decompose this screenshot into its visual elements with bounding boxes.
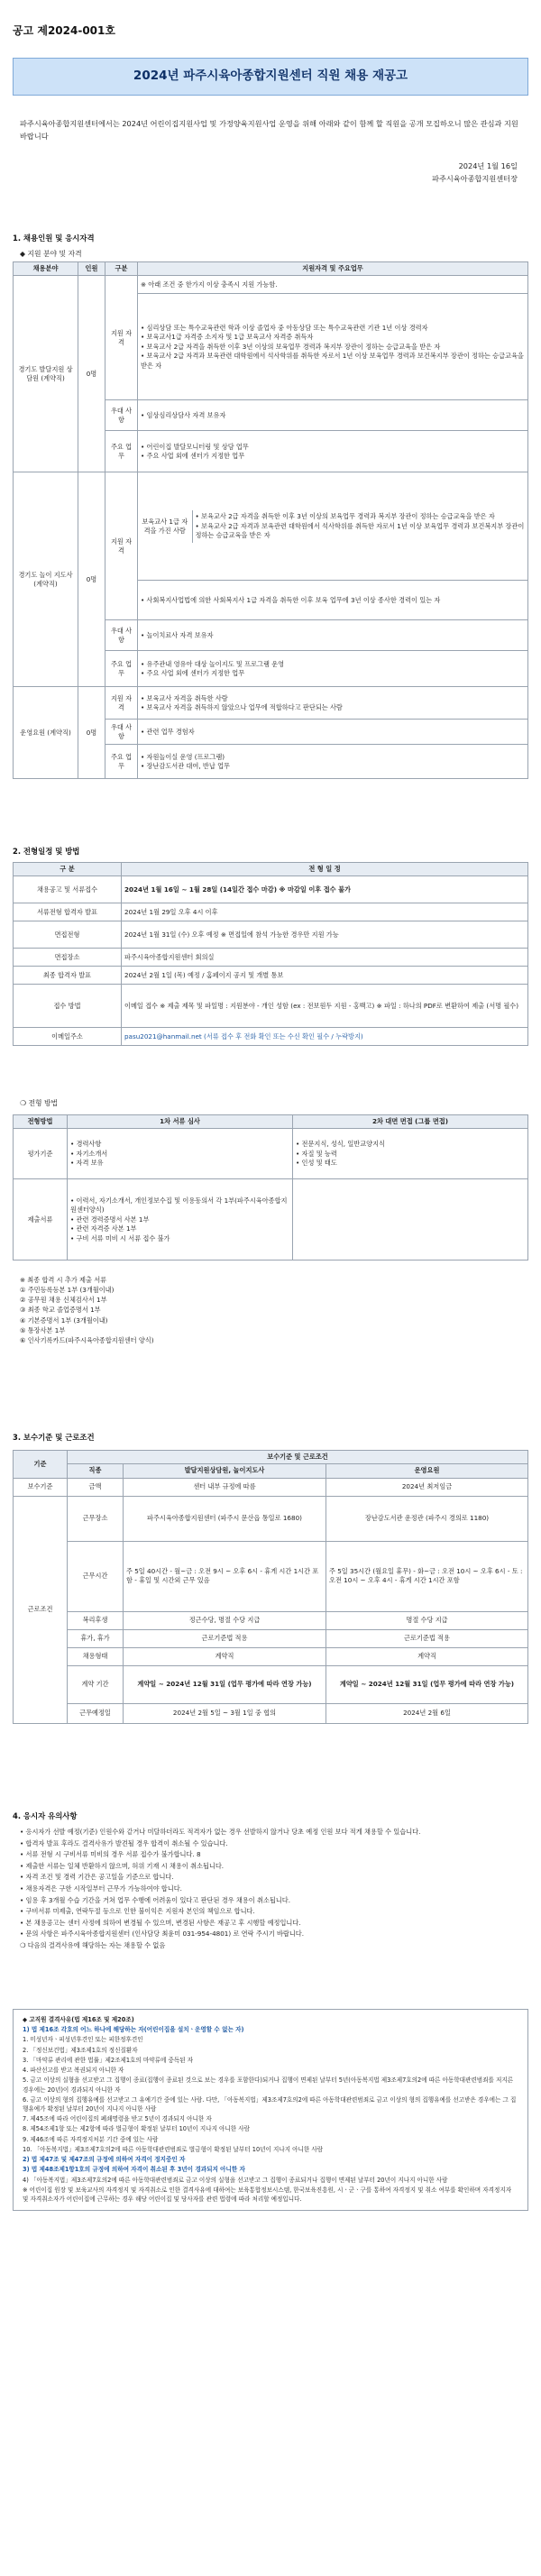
issuer: 파주시육아종합지원센터장 [432, 173, 518, 183]
sched-label-6: 접수 방법 [14, 985, 122, 1028]
final-doc-3: ③ 최종 학교 졸업증명서 1부 [20, 1306, 101, 1315]
pref-a: • 임상심리상담사 자격 보유자 [138, 400, 528, 431]
final-doc-1: ① 주민등록등본 1부 (3개월이내) [20, 1286, 115, 1295]
hours-a: 주 5일 40시간 - 월~금 : 오전 9시 ~ 오후 6시 - 휴게 시간 1시간 포함 - 휴일 및 시간외 근무 있음 [124, 1541, 326, 1611]
th-basis: 기준 [14, 1451, 68, 1479]
section-4-title: 4. 응시자 유의사항 [13, 1811, 78, 1820]
qual-b-2: • 보육교사 2급 자격과 보육관련 대학원에서 석사학위를 취득한 자로서 1년 이상 보육업무 경력과 보건복지부 장관이 정하는 승급교육을 받은 자 [195, 521, 525, 540]
notice-number: 공고 제2024-001호 [13, 24, 115, 37]
legal-6: 5. 금고 이상의 실형을 선고받고 그 집행이 종료(집행이 종료된 것으로 보는 경우를 포함한다)되거나 집행이 면제된 날부터 5년(아동복지법 제3조제7호의2에 따른 아동학대관련범죄를 저지른 경우에는 20년)이 경과되지 아니한 자 [23, 2076, 514, 2094]
criteria-r2-3: • 인성 및 태도 [296, 1159, 337, 1168]
pay-basis-label: 보수기준 [14, 1478, 68, 1496]
work-b [138, 651, 528, 687]
note-11: ❍ 다음의 결격사유에 해당하는 자는 채용할 수 없음 [20, 1940, 166, 1949]
th-job: 직종 [68, 1464, 124, 1478]
legal-8: 7. 제45조에 따라 어린이집의 폐쇄명령을 받고 5년이 경과되지 아니한 자 [23, 2115, 212, 2123]
schedule-table [13, 862, 528, 1046]
criteria-round2 [293, 1129, 528, 1179]
th-type: 구분 [105, 262, 138, 276]
employment-type-b: 계약직 [326, 1647, 528, 1665]
page-title: 2024년 파주시육아종합지원센터 직원 채용 재공고 [133, 69, 408, 84]
th-round2: 2차 대면 면접 (그룹 면접) [293, 1115, 528, 1129]
criteria-round1 [68, 1129, 293, 1179]
criteria-r1-1: • 경력사항 [70, 1140, 102, 1149]
email-address[interactable]: pasu2021@hanmail.net (서류 접수 후 전화 확인 또는 수신 확인 필수 / 누락방지) [122, 1028, 528, 1046]
welfare-label: 복리후생 [68, 1611, 124, 1629]
docs-r1-3: • 관련 자격증 사본 1부 [70, 1224, 137, 1233]
th-field: 채용분야 [14, 262, 78, 276]
leave-b: 근로기준법 적용 [326, 1629, 528, 1647]
legal-3: 2. 「정신보건법」제3조제1호의 정신질환자 [23, 2046, 138, 2054]
legal-11: 10. 「아동복지법」제3조제7호의2에 따른 아동학대관련범죄로 벌금형이 확정된 날부터 10년이 지나지 아니한 사람 [23, 2145, 324, 2153]
criteria-r1-3: • 자격 보유 [70, 1159, 104, 1168]
pref-c: • 관련 업무 경험자 [138, 720, 528, 745]
sched-value-1: 2024년 1월 16일 ~ 1월 28일 (14일간 접수 마감) ※ 마감일 이후 접수 불가 [122, 876, 528, 903]
contract-label: 계약 기간 [68, 1665, 124, 1703]
qual-c-2: • 보육교사 자격을 취득하지 않았으나 업무에 적합하다고 판단되는 사람 [141, 702, 343, 711]
work-a-2: • 주요 사업 외에 센터가 지정한 업무 [141, 451, 245, 460]
sched-label-7: 이메일주소 [14, 1028, 122, 1046]
disqualification-box [13, 2009, 528, 2211]
welfare-a: 정근수당, 명절 수당 지급 [124, 1611, 326, 1629]
legal-15: ※ 어린이집 원장 및 보육교사의 자격정지 및 자격취소로 인한 결격사유에 대하여는 보육통합정보시스템, 한국보육진흥원, 시ㆍ군ㆍ구를 통하여 자격정지 및 취소 여부를 확인하며 자격정지자 및 자격취소자가 어린이집에 근무하는 경우 해당 어린이집 및 당사자를 관련 법령에 따라 처리할 예정입니다. [23, 2186, 512, 2203]
label-a-pref: 우대 사항 [105, 400, 138, 431]
legal-13: 3) 법 제48조제1항1호의 규정에 의하여 자격이 취소된 후 3년이 경과되지 아니한 자 [23, 2166, 245, 2174]
criteria-label: 평가기준 [14, 1129, 68, 1179]
sched-value-3: 2024년 1월 31일 (수) 오후 예정 ※ 면접일에 참석 가능한 경우만 지원 가능 [122, 921, 528, 949]
label-b-pref: 우대 사항 [105, 620, 138, 651]
legal-title: ◆ 고직원 결격사유(법 제16조 및 제20조) [23, 2016, 134, 2023]
work-b-1: • 유주관내 영유아 대상 놀이지도 및 프로그램 운영 [141, 659, 285, 668]
docs-r1-2: • 관련 경력증명서 사본 1부 [70, 1215, 150, 1224]
screening-method-title: ❍ 전형 방법 [20, 1099, 59, 1107]
hours-b: 주 5일 35시간 (월요일 휴무) - 화~금 : 오전 10시 ~ 오후 6시 - 토 : 오전 10시 ~ 오후 4시 - 휴게 시간 1시간 포함 [326, 1541, 528, 1611]
criteria-r2-1: • 전문지식, 성식, 일반교양지식 [296, 1140, 385, 1149]
work-c-2: • 장난감도서관 대여, 반납 업무 [141, 761, 230, 770]
note-10: • 문의 사항은 파주시육아종합지원센터 (인사담당 최윤미 031-954-4801) 로 연락 주시기 바랍니다. [20, 1930, 305, 1939]
sched-label-2: 서류전형 합격자 발표 [14, 903, 122, 921]
contract-b: 계약일 ~ 2024년 12월 31일 (업무 평가에 따라 연장 가능) [326, 1665, 528, 1703]
sched-value-2: 2024년 1월 29일 오후 4시 이후 [122, 903, 528, 921]
qual-b [138, 472, 528, 581]
final-doc-5: ⑤ 통장사본 1부 [20, 1325, 66, 1334]
docs-round1 [68, 1179, 293, 1260]
note-1: • 응시자가 선발 예정(기준) 인원수와 같거나 미달하더라도 적격자가 없는 경우 선발하지 않거나 당초 예정 인원 보다 적게 채용할 수 있습니다. [20, 1828, 421, 1836]
qual-b-3: • 사회복지사업법에 의한 사회복지사 1급 자격을 취득한 이후 보육 업무에 3년 이상 종사한 경력이 있는 자 [138, 581, 528, 620]
qual-a-2: • 보육교사1급 자격증 소지자 및 1급 보육교사 자격증 취득자 [141, 333, 314, 342]
qual-b-list [192, 510, 527, 542]
notice-date-block [432, 160, 518, 186]
label-b-qual: 지원 자격 [105, 472, 138, 620]
screening-table [13, 1114, 528, 1260]
qual-c [138, 687, 528, 720]
recruitment-table [13, 261, 528, 779]
notice-date: 2024년 1월 16일 [458, 161, 518, 170]
qual-b-1: • 보육교사 2급 자격을 취득한 이후 3년 이상의 보육업무 경력과 복지부 장관이 정하는 승급교육을 받은 자 [195, 512, 495, 521]
legal-7: 6. 금고 이상의 형의 집행유예를 선고받고 그 유예기간 중에 있는 사람. 다만, 「아동복지법」제3조제7호의2에 따른 아동학대관련범죄로 금고 이상의 형의 집행유예를 선고받은 경우에는 그 집행유예가 확정된 날부터 20년이 지나지 아니한 사람 [23, 2095, 517, 2113]
note-2: • 합격자 발표 후라도 결격사유가 발견될 경우 합격이 취소될 수 있습니다. [20, 1838, 228, 1847]
field-c: 운영요원 (계약직) [14, 687, 78, 779]
criteria-r1-2: • 자기소개서 [70, 1149, 108, 1158]
notice-title-banner [13, 58, 528, 96]
count-b: 0명 [78, 472, 105, 687]
th-method: 전형방법 [14, 1115, 68, 1129]
work-c-1: • 자원놀이실 운영 (프로그램) [141, 752, 225, 761]
qual-a-4: • 보육교사 2급 자격과 보육관련 대학원에서 석사학위를 취득한 자로서 1년 이상 보육업무 경력과 보건복지부 장관이 정하는 승급교육을 받은 자 [141, 352, 524, 370]
qual-a-3: • 보육교사 2급 자격을 취득한 이후 3년 이상의 보육업무 경력과 복지부 장관이 정하는 승급교육을 받은 자 [141, 342, 441, 351]
sched-label-4: 면접장소 [14, 949, 122, 967]
th-count: 인원 [78, 262, 105, 276]
sched-value-6: 이메일 접수 ※ 제출 제목 및 파일명 : 지원분야 - 개인 성함 (ex : 전보원두 지원 - 홍백고) ※ 파일 : 하나의 PDF로 변환하여 제출 (서명 필수) [122, 985, 528, 1028]
legal-5: 4. 파산선고를 받고 복권되지 아니한 자 [23, 2067, 124, 2075]
label-a-qual: 지원 자격 [105, 276, 138, 400]
criteria-r2-2: • 자질 및 능력 [296, 1149, 337, 1158]
label-a-work: 주요 업무 [105, 431, 138, 472]
workplace-a: 파주시육아종합지원센터 (파주시 문산읍 통일로 1680) [124, 1496, 326, 1541]
employment-type-label: 채용형태 [68, 1647, 124, 1665]
common-condition-note: ※ 아래 조건 중 한가지 이상 충족시 지원 가능함. [138, 276, 528, 294]
label-c-work: 주요 업무 [105, 745, 138, 779]
final-doc-4: ④ 기본증명서 1부 (3개월이내) [20, 1316, 108, 1325]
contract-a: 계약일 ~ 2024년 12월 31일 (업무 평가에 따라 연장 가능) [124, 1665, 326, 1703]
qual-a [138, 294, 528, 400]
pref-b: • 놀이치료사 자격 보유자 [138, 620, 528, 651]
workplace-label: 근무장소 [68, 1496, 124, 1541]
note-3: • 서류 전형 시 구비서류 미비의 경우 서류 접수가 불가합니다. 8 [20, 1850, 201, 1859]
note-9: • 본 채용공고는 센터 사정에 의하여 변경될 수 있으며, 변경된 사항은 재공고 후 시행할 예정입니다. [20, 1918, 301, 1927]
legal-12: 2) 법 제47조 및 제47조의 규정에 의하여 자격이 정지중인 자 [23, 2156, 186, 2164]
docs-r1-4: • 구비 서류 미비 시 서류 접수 불가 [70, 1233, 170, 1242]
final-docs-notes [20, 1275, 525, 1345]
qual-c-1: • 보육교사 자격을 취득한 사람 [141, 693, 228, 702]
final-doc-6: ⑥ 인사기록카드(파주시육아종합지원센터 양식) [20, 1335, 154, 1344]
th-pay-top: 보수기준 및 근로조건 [68, 1451, 528, 1464]
legal-14: 4) 「아동복지법」제3조제7호의2에 따른 아동학대관련범죄로 금고 이상의 실형을 선고받고 그 집행이 종료되거나 집행이 면제된 날부터 20년이 지나지 아니한 사람 [23, 2176, 448, 2184]
welfare-b: 명절 수당 지급 [326, 1611, 528, 1629]
section-1-title: 1. 채용인원 및 응시자격 [13, 234, 95, 243]
hours-label: 근무시간 [68, 1541, 124, 1611]
qual-b-sub: 보육교사 1급 자격을 가진 사람 [138, 510, 192, 542]
th-qualification: 지원자격 및 주요업무 [138, 262, 528, 276]
sched-label-1: 채용공고 및 서류접수 [14, 876, 122, 903]
note-5: • 자격 조건 및 경력 기간은 공고일을 기준으로 합니다. [20, 1873, 174, 1882]
qual-a-1: • 심리상담 또는 특수교육관련 학과 이상 졸업자 중 아동상담 또는 특수교육관련 기관 1년 이상 경력자 [141, 323, 428, 332]
work-conditions-label: 근로조건 [14, 1496, 68, 1723]
section-2-title: 2. 전형일정 및 방법 [13, 847, 80, 856]
th-job-a: 발달지원상담원, 놀이지도사 [124, 1464, 326, 1478]
field-a: 경기도 발달지원 상담원 (계약직) [14, 276, 78, 472]
start-date-a: 2024년 2월 5일 ~ 3월 1일 중 협의 [124, 1703, 326, 1723]
label-c-qual: 지원 자격 [105, 687, 138, 720]
pay-amount-b: 2024년 최저임금 [326, 1478, 528, 1496]
work-a-1: • 어린이집 발달모니터링 및 상담 업무 [141, 442, 249, 451]
final-docs-title: ※ 최종 합격 시 추가 제출 서류 [20, 1276, 107, 1284]
sched-value-5: 2024년 2월 1일 (목) 예정 / 홈페이지 공지 및 개별 통보 [122, 967, 528, 985]
th-round1: 1차 서류 심사 [68, 1115, 293, 1129]
legal-10: 9. 제46조에 따른 자격정지처분 기간 중에 있는 사람 [23, 2135, 159, 2143]
label-b-work: 주요 업무 [105, 651, 138, 687]
th-job-b: 운영요원 [326, 1464, 528, 1478]
work-a [138, 431, 528, 472]
work-b-2: • 주요 사업 외에 센터가 지정한 업무 [141, 668, 245, 677]
start-date-label: 근무예정일 [68, 1703, 124, 1723]
note-8: • 구비서류 미제출, 연락두절 등으로 인한 불이익은 지원자 본인의 책임으로 합니다. [20, 1907, 255, 1916]
note-4: • 제출한 서류는 일체 반환하지 않으며, 허위 기재 시 채용이 취소됩니다. [20, 1861, 225, 1870]
sched-value-4: 파주시육아종합지원센터 회의실 [122, 949, 528, 967]
leave-a: 근로기준법 적용 [124, 1629, 326, 1647]
section-1-sub: ◆ 지원 분야 및 자격 [20, 250, 82, 258]
note-6: • 채용자격은 구한 시작일부터 근무가 가능하여야 합니다. [20, 1884, 182, 1893]
legal-2: 1. 미성년자ㆍ피성년후견인 또는 피한정후견인 [23, 2036, 143, 2044]
sched-label-5: 최종 합격자 발표 [14, 967, 122, 985]
pay-amount-a: 센터 내부 규정에 따름 [124, 1478, 326, 1496]
sched-label-3: 면접전형 [14, 921, 122, 949]
label-c-pref: 우대 사항 [105, 720, 138, 745]
pay-table [13, 1450, 528, 1724]
legal-4: 3. 「마약류 관리에 관한 법률」제2조제1호의 마약류에 중독된 자 [23, 2056, 194, 2064]
th-schedule-type: 구 분 [14, 863, 122, 876]
count-a: 0명 [78, 276, 105, 472]
th-schedule-date: 전 형 일 정 [122, 863, 528, 876]
pay-amount-label: 금액 [68, 1478, 124, 1496]
final-doc-2: ② 공무원 채용 신체검사서 1부 [20, 1296, 107, 1305]
field-b: 경기도 놀이 지도사 (계약직) [14, 472, 78, 687]
legal-1: 1) 법 제16조 각호의 어느 하나에 해당하는 자(어린이집을 설치ㆍ운영할 수 없는 자) [23, 2026, 244, 2034]
work-c [138, 745, 528, 779]
section-3-title: 3. 보수기준 및 근로조건 [13, 1433, 95, 1442]
note-7: • 임용 후 3개월 수습 기간을 거쳐 업무 수행에 어려움이 있다고 판단된 경우 채용이 취소됩니다. [20, 1895, 290, 1904]
leave-label: 휴가, 휴가 [68, 1629, 124, 1647]
start-date-b: 2024년 2월 6일 [326, 1703, 528, 1723]
workplace-b: 장난감도서관 운정관 (파주시 경의로 1180) [326, 1496, 528, 1541]
intro-text: 파주시육아종합지원센터에서는 2024년 어린이집지원사업 및 가정양육지원사업 운영을 위해 아래와 같이 함께 할 직원을 공개 모집하오니 많은 관심과 지원바랍니다 [20, 119, 518, 142]
count-c: 0명 [78, 687, 105, 779]
docs-round2 [293, 1179, 528, 1260]
legal-9: 8. 제54조제1항 또는 제2항에 따라 벌금형이 확정된 날부터 10년이 지나지 아니한 사람 [23, 2125, 250, 2133]
docs-r1-1: • 이력서, 자기소개서, 개인정보수집 및 이용동의서 각 1부(파주시육아종합지원센터양식) [70, 1196, 288, 1215]
employment-type-a: 계약직 [124, 1647, 326, 1665]
docs-label: 제출서류 [14, 1179, 68, 1260]
applicant-notes [20, 1827, 525, 1952]
